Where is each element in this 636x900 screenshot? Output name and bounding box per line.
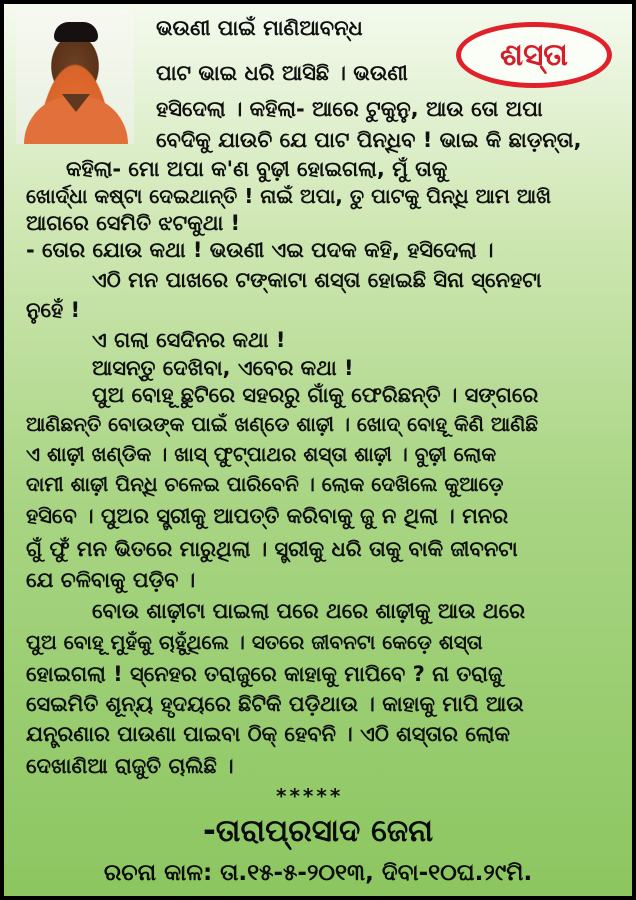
story-line: ପୁଅ ବୋହୂ ମୁହଁକୁ ଚାହୁଁଥିଲେ । ସତରେ ଜୀବନଟା କେଡ଼େ ଶସ୍ତା	[26, 630, 483, 654]
photo-hair	[54, 22, 98, 42]
title-logo: ଶସ୍ତା	[456, 22, 612, 88]
story-line: ଆଣିଛନ୍ତି ବୋଉଙ୍କ ପାଇଁ ଖଣ୍ଡେ ଶାଢ଼ୀ । ଖୋଦ୍ ବୋହୂ କିଣି ଆଣିଛି	[26, 412, 539, 436]
story-line: ହସିଦେଲା । କହିଲା- ଆରେ ଟୁକୁନୁ, ଆଉ ତୋ ଅପା	[156, 97, 543, 121]
story-line: ହସିବେ । ପୁଅର ସ୍ତ୍ରୀକୁ ଆପତ୍ତି କରିବାକୁ ଜୁ ନ ଥିଲା । ମନର	[26, 504, 509, 528]
story-line: ବେଦିକୁ ଯାଉଚି ଯେ ପାଟ ପିନ୍ଧିବ ! ଭାଇ କି ଛାଡ଼ନ୍ତା,	[156, 128, 582, 152]
story-line: ଗୁଁ ଫୁଁ ମନ ଭିତରେ ମାରୁଥିଲା । ସ୍ତ୍ରୀକୁ ଧରି ତାକୁ ବାକି ଜୀବନଟା	[26, 537, 518, 561]
story-line: ଆସନ୍ତୁ ଦେଖିବା, ଏବେର କଥା !	[92, 356, 354, 380]
story-line: ଏଠି ମନ ପାଖରେ ଟଙ୍କାଟା ଶସ୍ତା ହୋଇଛି ସିନା ସ୍ନେହଟା	[92, 268, 542, 292]
story-line: ହୋଇଗଲା ! ସ୍ନେହର ତରାଜୁରେ କାହାକୁ ମାପିବେ ? ନା ତରାଜୁ	[26, 662, 503, 686]
story-page	[4, 4, 632, 896]
story-line: ଦେଖାଣିଆ ରାଜୁତି ଚାଲିଛି ।	[26, 754, 234, 778]
story-line: ଭଉଣୀ ପାଇଁ ମାଣିଆବନ୍ଧ	[156, 16, 363, 40]
composition-date: ରଚନା କାଳ: ତା.୧୫-୫-୨୦୧୩, ଦିବା-୧୦ଘ.୨୯ମି.	[103, 860, 533, 886]
story-line: - ତୋର ଯୋଉ କଥା ! ଭଉଣୀ ଏଇ ପଦକ କହି, ହସିଦେଲା ।	[26, 238, 494, 262]
story-line: ପାଟ ଭାଇ ଧରି ଆସିଛି । ଭଉଣୀ	[156, 61, 408, 85]
story-line: ଦାମୀ ଶାଢ଼ୀ ପିନ୍ଧି ଚଳେଇ ପାରିବେନି । ଲୋକ ଦେଖିଲେ କୁଆଡ଼େ	[26, 472, 504, 496]
story-line: ଯନ୍ତ୍ରଣାର ପାଉଣା ପାଇବା ଠିକ୍ ହେବନି । ଏଠି ଶସ୍ତାର ଲୋକ	[26, 722, 511, 746]
story-line: ବୋଉ ଶାଢ଼ୀଟା ପାଇଲା ପରେ ଥରେ ଶାଢ଼ୀକୁ ଆଉ ଥରେ	[92, 599, 526, 623]
story-line: ଆଗରେ ସେମିତି ଝଟକୁଥା !	[26, 211, 241, 235]
story-line: ସେଇମିତି ଶୂନ୍ୟ ହୃଦୟରେ ଛିଟିକି ପଡ଼ିଥାଉ । କାହାକୁ ମାପି ଆଉ	[26, 692, 524, 716]
story-line: ପୁଅ ବୋହୂ ଛୁଟିରେ ସହରରୁ ଗାଁକୁ ଫେରିଛନ୍ତି । ସଙ୍ଗରେ	[92, 383, 539, 407]
story-line: ନୁହେଁ !	[26, 298, 81, 322]
story-line: ଏ ଗଲା ସେଦିନର କଥା !	[92, 328, 286, 352]
separator: *****	[276, 784, 344, 808]
story-line: ଖୋର୍ଦ୍ଧା କଷ୍ଟା ଦେଇଥାନ୍ତି ! ନାଇଁ ଅପା, ତୁ ପାଟକୁ ପିନ୍ଧି ଆମ ଆଖି	[26, 184, 552, 208]
author-name: -ତାରାପ୍ରସାଦ ଜେନା	[202, 813, 434, 849]
story-line: ଏ ଶାଢ଼ୀ ଖଣ୍ଡିକ । ଖାସ୍ ଫୁଟ୍‌ପାଥର ଶସ୍ତା ଶାଢ଼ୀ । ବୁଢ଼ୀ ଲୋକ	[26, 442, 497, 466]
story-line: ଯେ ଚଳିବାକୁ ପଡ଼ିବ ।	[26, 568, 196, 592]
author-photo	[16, 10, 134, 144]
story-line: କହିଲା- ମୋ ଅପା କ'ଣ ବୁଢ଼ୀ ହୋଇଗଲା, ମୁଁ ତାକୁ	[66, 157, 448, 181]
